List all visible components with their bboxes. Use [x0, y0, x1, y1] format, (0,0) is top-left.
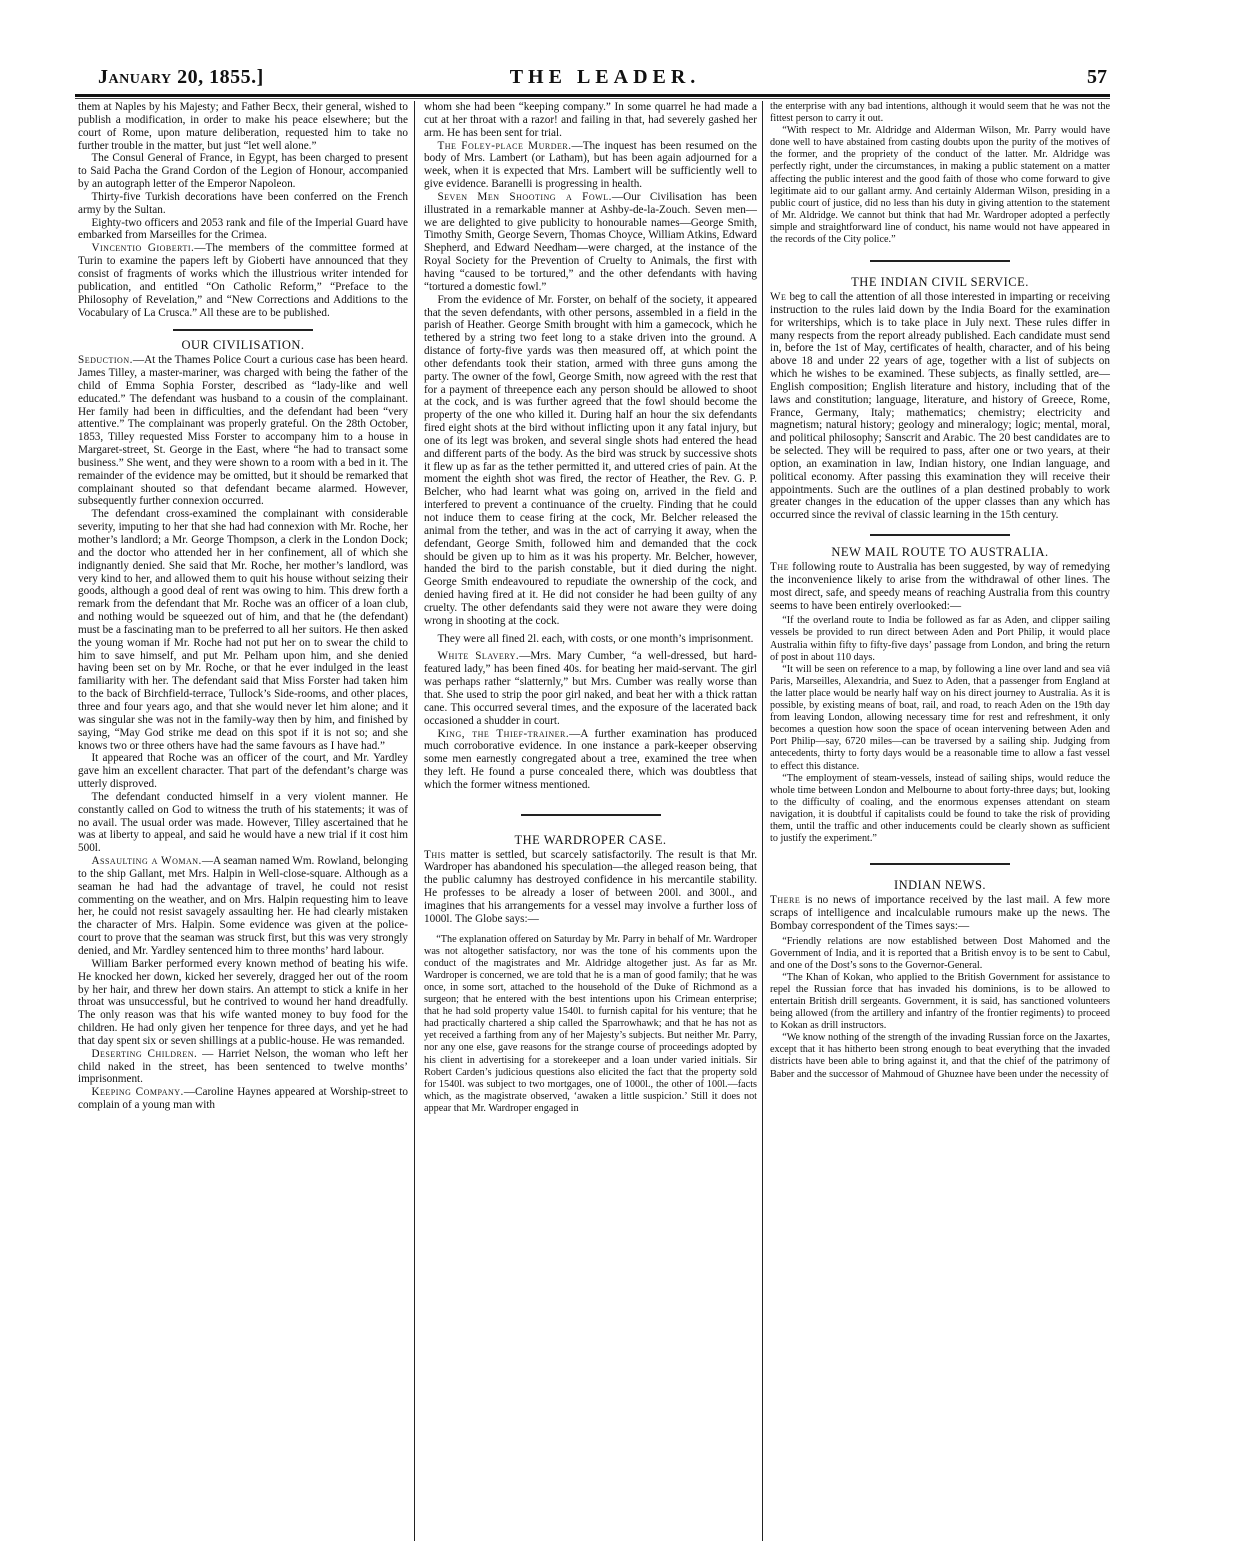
section-heading: THE INDIAN CIVIL SERVICE.: [851, 275, 1029, 290]
section-heading: INDIAN NEWS.: [893, 878, 987, 893]
section-divider: [870, 534, 1010, 536]
masthead: [75, 62, 1110, 96]
quoted-paragraph: “If the overland route to India be followed as far as Aden, and clipper sailing vessels be provided to run direct between Aden and Port Philip, it would place Australia within fifty to fifty-five days’ passage from London, and bring the return of post in about 110 days.: [770, 615, 1110, 663]
masthead-rule: [75, 94, 1110, 97]
paragraph: Keeping Company.—Caroline Haynes appeared at Worship-street to complain of a young man with: [78, 1086, 409, 1112]
paragraph-lead: Vincentio Gioberti.: [91, 242, 195, 255]
paragraph: The Foley-place Murder.—The inquest has been resumed on the body of Mrs. Lambert (or Latham), but has been again adjourned for a week, when it is expected that Mrs. Lambert will be sufficiently well to give evidence. Baranelli is progressing in health.: [424, 139, 758, 191]
column-separator: [762, 101, 763, 1541]
paragraph: The defendant cross-examined the complainant with considerable severity, imputing to her that she had had connexion with Mr. Roche, her mother’s landlord; a Mr. George Thompson, a clerk in the London Dock; and the doctor who attended her in her confinement, all of which she indignantly denied. She said that Mr. Roche, her mother’s landlord, was very kind to her, and allowed them to quit his house without seizing their goods, although a good deal of rent was owing to him. This drew forth a remark from the defendant that Mr. Roche was an officer of a loan club, and nothing would be squeezed out of him, and that he (the defendant) must be a fascinating man to be preferred to all her suitors. He then asked the young woman if Mr. Roche had not put her on to swear the child to him to save himself, and put Mr. Pelham upon him, and she denied having been set on by Mr. Roche, or that he ever indulged in the least familiarity with her. The defendant said that Miss Forster had taken him to the back of Birchfield-terrace, Tullock’s Side-rooms, and other places, three and four years ago, and that she would never let him alone; and it was singular she was not in the family-way then by him, and finished by saying, “May God strike me dead on this spot if it is not so; and she knows two or three others have had the same favours as I have had.”: [78, 508, 408, 752]
paragraph: King, the Thief-trainer.—A further examination has produced much corroborative evidence. In one instance a park-keeper observing some men earnestly congregated about a tree, examined the tree when they left. He found a purse concealed there, which was doubtless that which the former witness mentioned.: [424, 727, 757, 791]
paragraph: Seduction.—At the Thames Police Court a curious case has been heard. James Tilley, a master-mariner, was charged with being the father of the child of Emma Sophia Forster, described as “lady-like and well educated.” The defendant was husband to a cousin of the complainant. Her family had been in difficulties, and the defendant had been “very attentive.” The complainant was properly grateful. On the 28th October, 1853, Tilley requested Miss Forster to accompany him to a house in Margaret-street, St. George in the East, where “he had to transact some business.” She went, and they were shown to a room with a bed in it. The remainder of the evidence may be omitted, but it should be remarked that complainant shouted so that defendant became alarmed. However, subsequently further connexion occurred.: [78, 354, 408, 508]
paragraph: From the evidence of Mr. Forster, on behalf of the society, it appeared that the seven defendants, with other persons, assembled in a field in the parish of Heather. George Smith brought with him a gamecock, which he tethered by a string two feet long to a stake driven into the ground. A distance of forty-five yards was then measured off, at which point the other defendants took their station, armed with three guns among the party. The owner of the fowl, George Smith, now agreed with the rest that for a payment of threepence each any person should be allowed to shoot at the cock, and is was further agreed that the fowl should become the property of the one who killed it. During half an hour the six defendants fired eight shots at the bird without inflicting upon it any fatal injury, but one of its legt was broken, and several single shots had entered the head and different parts of the body. As the bird was struck by successive shots it flew up as far as the tether permitted it, and uttered cries of pain. At the moment the eighth shot was fired, the rector of Heather, the Rev. G. P. Belcher, who had learnt what was going on, arrived in the field and interfered to prevent a continuance of the cruelty. Finding that he could not induce them to cease firing at the cock, Mr. Belcher released the animal from the tether, and was in the act of carrying it away, when the defendant, George Smith, followed him and demanded that the cock should be given up to him as it was his property. Mr. Belcher, however, handed the bird to the parish constable, but it died during the night. George Smith endeavoured to repudiate the ownership of the cock, and denied having fired at it. He did not consider he had been guilty of any cruelty. The other defendants said they were not aware they were doing wrong in shooting at the cock.: [424, 293, 757, 627]
newspaper-title: THE LEADER.: [509, 66, 701, 88]
section-divider: [870, 863, 1010, 865]
quoted-paragraph: “Friendly relations are now established between Dost Mahomed and the Government of India, and it is reported that a British envoy is to be sent to Cabul, and one of the Dost’s sons to the Governor-General.: [770, 935, 1110, 971]
paragraph: Thirty-five Turkish decorations have been conferred on the French army by the Sultan.: [78, 190, 408, 216]
quoted-paragraph: “The Khan of Kokan, who applied to the British Government for assistance to repel the Russian force that has invaded his dominions, is to be allowed to entertain British drill sergeants. Government, it is said, has sanctioned volunteers being allowed (from the artillery and infantry of the frontier regiments) to proceed to Kokan as drill instructors.: [770, 971, 1110, 1032]
paragraph: White Slavery.—Mrs. Mary Cumber, “a well-dressed, but hard-featured lady,” has been fined 40s. for beating her maid-servant. The girl was perhaps rather “slatternly,” but Mrs. Cumber was really worse than that. She used to strip the poor girl naked, and beat her with a thick rattan cane. This occurred several times, and the exposure of the lacerated back occasioned a shudder in court.: [424, 650, 757, 727]
paragraph: The defendant conducted himself in a very violent manner. He constantly called on God to witness the truth of his statements; it was of no avail. The usual order was made. However, Tilley ascertained that he was at liberty to appeal, and said he would have a new trial if it cost him 500l.: [78, 790, 408, 855]
section-heading: THE WARDROPER CASE.: [514, 832, 667, 847]
column-3: [770, 101, 1110, 1081]
paragraph: It appeared that Roche was an officer of the court, and Mr. Yardley gave him an excellent character. That part of the defendant’s charge was utterly disproved.: [78, 752, 408, 791]
paragraph: We beg to call the attention of all those interested in imparting or receiving instruction to the rules laid down by the India Board for the examination for writerships, which is to take place in July next. These rules differ in many respects from the report already published. Each candidate must send in, before the 1st of May, certificates of health, character, and of his being above 18 and under 22 years of age, together with a list of subjects on which he wishes to be examined. These subjects, as finally settled, are—English composition; English literature and history, including that of the laws and constitution; language, literature, and history of Greece, Rome, France, Germany, Italy; mathematics; chemistry; electricity and magnetism; natural history; geology and mineralogy; logic; mental, moral, and political philosophy; Sanscrit and Arabic. The 20 best candidates are to be selected. They will be required to pass, after one or two years, at their option, an examination in law, Indian history, one Indian language, and political economy. After passing this examination they will receive their appointments. Such are the outlines of a plan destined probably to work greater changes in the education of the upper classes than any which has occurred since the revival of classic learning in the 15th century.: [770, 290, 1110, 522]
column-separator: [414, 101, 415, 1541]
quoted-paragraph: “With respect to Mr. Aldridge and Alderman Wilson, Mr. Parry would have done well to have abstained from casting doubts upon the purity of the motives of the former, and the propriety of the conduct of the latter. Mr. Aldridge was perfectly right, under the circumstances, in making a public statement on a matter affecting the public interest and the good faith of those who come forward to give legitimate aid to our gallant army. And certainly Alderman Wilson, presiding in a public court of justice, did no less than his duty in giving attention to the statement of Mr. Aldridge. We cannot but think that had Mr. Wardroper adopted a perfectly simple and straightforward line of conduct, his name would not have appeared in the records of the City police.”: [770, 125, 1110, 246]
page-number: 57: [1087, 66, 1107, 88]
paragraph: Eighty-two officers and 2053 rank and file of the Imperial Guard have embarked from Marseilles for the Crimea.: [78, 216, 408, 242]
quoted-paragraph: “The explanation offered on Saturday by Mr. Parry in behalf of Mr. Wardroper was not altogether satisfactory, nor was the tone of his comments upon the conduct of the magistrates and Mr. Aldridge altogether just. As far as Mr. Wardroper is concerned, we are told that he is a man of good family; that he was once, in some sort, attached to the household of the Duke of Richmond as a surgeon; that he entered with the best intentions upon his Crimean enterprise; that he had sold property value 1540l. to furnish capital for his venture; that he had practically chartered a ship called the Sparrowhawk; and that he has not as yet received a farthing from any of her Majesty’s subjects. But neither Mr. Parry, nor any one else, gave reasons for the strange course of proceedings adopted by his client in advertising for a storekeeper and a loan under varied initials. Sir Robert Carden’s judicious questions also elicited the fact that the property sold for 1540l. was subject to two mortgages, one of 1000l., the other of 100l.—facts which, as the magistrate observed, ‘awaken a little suspicion.’ Still it does not appear that Mr. Wardroper engaged in: [424, 933, 757, 1114]
paragraph: Deserting Children. — Harriet Nelson, the woman who left her child naked in the street, has been sentenced to twelve months’ imprisonment.: [78, 1047, 408, 1086]
paragraph: them at Naples by his Majesty; and Father Becx, their general, wished to publish a modification, in order to make his peace elsewhere; but the court of Rome, upon mature deliberation, requested him to take no further trouble in the matter, but just “let well alone.”: [78, 101, 408, 152]
column-1: [78, 101, 408, 1112]
issue-date: January 20, 1855.]: [98, 66, 264, 88]
paragraph: There is no news of importance received by the last mail. A few more scraps of intelligence and incalculable rumours make up the news. The Bombay correspondent of the Times says:—: [770, 894, 1110, 932]
paragraph: whom she had been “keeping company.” In some quarrel he had made a cut at her throat with a razor! and failing in that, had severely gashed her arm. He has been sent for trial.: [424, 101, 757, 139]
paragraph: The Consul General of France, in Egypt, has been charged to present to Said Pacha the Grand Cordon of the Legion of Honour, accompanied by an autograph letter of the Emperor Napoleon.: [78, 152, 408, 191]
section-divider: [173, 329, 313, 331]
paragraph: This matter is settled, but scarcely satisfactorily. The result is that Mr. Wardroper has abandoned his speculation—the alleged reason being, that the public calumny has destroyed confidence in his mercantile stability. He professes to be already a loser of between 200l. and 300l., and imagines that his arrangements for a vessel may involve a further loss of 1000l. The Globe says:—: [424, 848, 757, 925]
paragraph: The following route to Australia has been suggested, by way of remedying the inconvenience likely to arise from the withdrawal of other lines. The most direct, safe, and speedy means of reaching Australia from this country seems to have been entirely overlooked:—: [770, 561, 1110, 612]
column-2: [424, 101, 757, 1115]
quoted-paragraph: “The employment of steam-vessels, instead of sailing ships, would reduce the whole time between London and Melbourne to about forty-three days; but, looking to the difficulty of coaling, and the enormous expenses attendant on steam navigation, it is doubtful if capitalists could be found to take the risk of providing them, until the traffic and other inducements could be clearly shown as sufficient to justify the experiment.”: [770, 772, 1110, 845]
quoted-paragraph: the enterprise with any bad intentions, although it would seem that he was not the fittest person to carry it out.: [770, 101, 1110, 125]
section-heading: OUR CIVILISATION.: [181, 338, 305, 353]
paragraph: They were all fined 2l. each, with costs, or one month’s imprisonment.: [437, 632, 754, 645]
section-heading: NEW MAIL ROUTE TO AUSTRALIA.: [831, 545, 1049, 560]
paragraph: Assaulting a Woman.—A seaman named Wm. Rowland, belonging to the ship Gallant, met Mrs. Halpin in Well-close-square. Although as a seaman he had had the advantage of travel, he could not resist commenting on the weather, and on Mrs. Halpin requesting him to leave her, he could not resist savagely assaulting her. He had clearly mistaken the character of Mrs. Halpin. Some evidence was given at the police-court to prove that the seaman was struck first, but this was very strongly denied, and Mr. Yardley sentenced him to three months’ hard labour.: [78, 855, 408, 957]
paragraph: William Barker performed every known method of beating his wife. He knocked her down, kicked her severely, dragged her out of the room by her hair, and threw her down stairs. An attempt to stick a knife in her throat was unsuccessful, but he contrived to wound her hand dreadfully. The only reason was that his wife wanted money to buy food for the children. He had only given her tenpence for three days, and yet he had that day spent six or seven shillings at a public-house. He was remanded.: [78, 957, 408, 1047]
quoted-paragraph: “We know nothing of the strength of the invading Russian force on the Jaxartes, except that it has hitherto been strong enough to beat everything that the invaded districts have been able to bring against it, and that the chief of the patrimony of Baber and the successor of Mahmoud of Ghuznee have been under the necessity of: [770, 1032, 1110, 1080]
section-divider: [870, 260, 1010, 262]
paragraph: Vincentio Gioberti.—The members of the committee formed at Turin to examine the papers left by Gioberti have announced that they consist of fragments of works which the illustrious writer intended for publication, and entitled “On Catholic Reform,” “Preface to the Philosophy of Revelation,” and “New Corrections and Additions to the Vocabulary of La Crusca.” All these are to be published.: [78, 242, 408, 319]
paragraph: Seven Men Shooting a Fowl.—Our Civilisation has been illustrated in a remarkable manner at Ashby-de-la-Zouch. Seven men—we are delighted to give publicity to honourable names—George Smith, Timothy Smith, George Severn, Thomas Choyce, William Atkins, Edward Shepherd, and Edward Needham—were charged, at the instance of the Royal Society for the Prevention of Cruelty to Animals, the first with having “caused to be tortured,” and the other defendants with having “tortured a domestic fowl.”: [424, 190, 757, 293]
masthead-rule-thin: [75, 98, 1110, 99]
quoted-paragraph: “It will be seen on reference to a map, by following a line over land and sea viâ Paris, Marseilles, Alexandria, and Suez to Aden, that a passenger from England at the latter place would be nearly half way on his direct journey to Australia. As it is possible, by existing means of boat, rail, and road, to reach Aden on the 19th day from leaving London, allowing necessary time for rest and refreshment, it only becomes a question how soon the space of ocean intervening between Aden and Port Philip—say, 6720 miles—can be traversed by a sailing ship. Judging from antecedents, thirty to forty days would be a reasonable time to allow a fast vessel to effect this distance.: [770, 663, 1110, 772]
section-divider: [521, 814, 661, 816]
